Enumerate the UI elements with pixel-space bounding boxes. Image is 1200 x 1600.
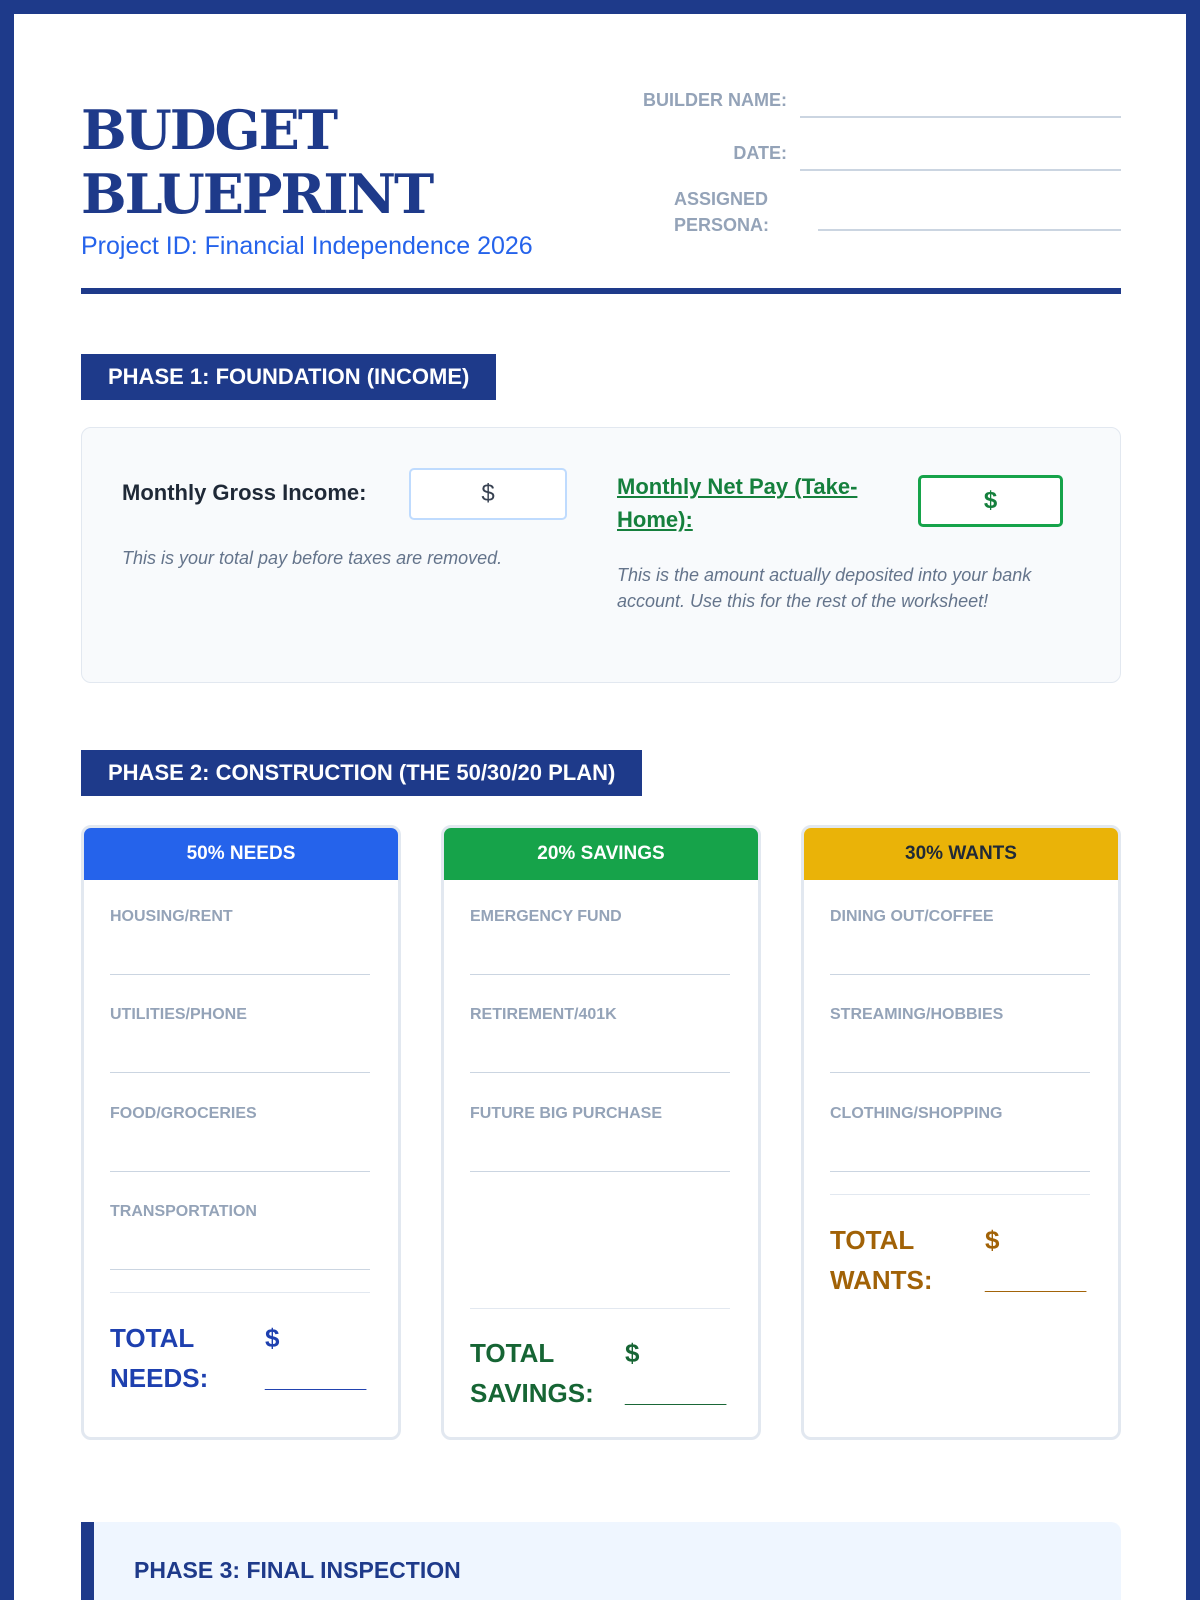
header-divider [81,288,1121,294]
wants-line-item[interactable] [830,908,1090,926]
needs-card [81,825,401,1440]
savings-item-label: FUTURE BIG PURCHASE [470,1105,663,1122]
needs-total-divider [110,1292,370,1293]
wants-item-line [830,974,1090,975]
date-label: DATE: [733,143,787,163]
needs-line-item[interactable] [110,908,370,926]
savings-total-label: TOTAL SAVINGS: [470,1338,594,1408]
wants-item-line [830,1171,1090,1172]
needs-line-item[interactable] [110,1006,370,1024]
phase3-panel [81,1522,1121,1600]
savings-line-item[interactable] [470,1105,730,1123]
worksheet-page [14,14,1186,1600]
project-id: Project ID: Financial Independence 2026 [81,232,533,260]
needs-header: 50% NEEDS [84,828,398,880]
phase3-title: PHASE 3: FINAL INSPECTION [134,1557,461,1583]
title-line-2: BLUEPRINT [81,162,433,226]
needs-item-line [110,1072,370,1073]
builder-name-label: BUILDER NAME: [643,90,787,110]
needs-item-label: FOOD/GROCERIES [110,1105,257,1122]
assigned-persona-line-1: ASSIGNED [674,189,769,209]
needs-item-label: HOUSING/RENT [110,908,233,925]
net-pay-label: Monthly Net Pay (Take-Home): [617,474,858,532]
wants-total-label: TOTAL WANTS: [830,1225,933,1295]
builder-name-field[interactable] [800,116,1121,118]
wants-total-value[interactable]: $ _______ [985,1225,1087,1295]
wants-line-item[interactable] [830,1006,1090,1024]
gross-income-hint: This is your total pay before taxes are removed. [122,548,503,568]
gross-income-input[interactable]: $ [409,468,567,520]
assigned-persona-field[interactable] [818,229,1121,231]
needs-item-line [110,974,370,975]
needs-item-label: TRANSPORTATION [110,1203,257,1220]
wants-header: 30% WANTS [804,828,1118,880]
net-pay-hint: This is the amount actually deposited into your bank account. Use this for the rest of the worksheet! [617,565,1032,611]
savings-total-value[interactable]: $ _______ [625,1338,727,1408]
needs-item-line [110,1269,370,1270]
assigned-persona-line-2: PERSONA: [674,215,770,235]
wants-item-line [830,1072,1090,1073]
savings-total-divider [470,1308,730,1309]
needs-line-item[interactable] [110,1203,370,1221]
savings-item-line [470,1072,730,1073]
savings-item-label: RETIREMENT/401K [470,1006,617,1023]
needs-item-label: UTILITIES/PHONE [110,1006,247,1023]
date-field[interactable] [800,169,1121,171]
wants-total-divider [830,1194,1090,1195]
income-panel [81,427,1121,683]
assigned-persona-label [674,186,807,238]
savings-line-item[interactable] [470,1006,730,1024]
savings-line-item[interactable] [470,908,730,926]
phase2-banner: PHASE 2: CONSTRUCTION (THE 50/30/20 PLAN) [81,750,642,796]
gross-income-label: Monthly Gross Income: [122,480,367,505]
needs-line-item[interactable] [110,1105,370,1123]
page-title [81,98,601,226]
savings-header: 20% SAVINGS [444,828,758,880]
wants-line-item[interactable] [830,1105,1090,1123]
phase1-banner: PHASE 1: FOUNDATION (INCOME) [81,354,496,400]
title-line-1: BUDGET [81,98,337,162]
wants-card [801,825,1121,1440]
savings-item-line [470,974,730,975]
savings-item-label: EMERGENCY FUND [470,908,622,925]
needs-total-label: TOTAL NEEDS: [110,1323,209,1393]
needs-total-value[interactable]: $ _______ [265,1323,367,1393]
wants-item-label: STREAMING/HOBBIES [830,1006,1004,1023]
wants-item-label: DINING OUT/COFFEE [830,908,994,925]
wants-item-label: CLOTHING/SHOPPING [830,1105,1003,1122]
savings-item-line [470,1171,730,1172]
needs-item-line [110,1171,370,1172]
net-pay-input[interactable]: $ [918,475,1063,527]
savings-card [441,825,761,1440]
